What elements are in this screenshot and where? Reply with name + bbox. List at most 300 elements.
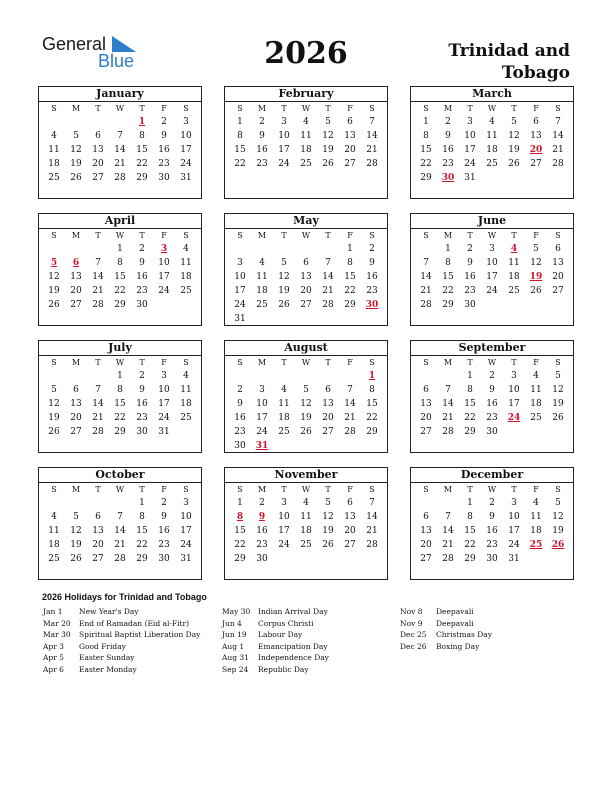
day-cell: 23 — [136, 286, 148, 296]
day-cell: 24 — [508, 540, 520, 550]
day-cell: 18 — [530, 399, 542, 409]
day-grid — [225, 102, 387, 171]
day-cell: 26 — [70, 173, 82, 183]
weekday-label: F — [347, 231, 353, 240]
day-cell: 21 — [92, 286, 104, 296]
day-cell: 23 — [442, 159, 454, 169]
day-cell: 18 — [256, 286, 268, 296]
day-cell: 5 — [303, 385, 309, 395]
holiday-row — [43, 630, 200, 642]
weekday-label: S — [237, 485, 243, 494]
month-name: June — [411, 214, 573, 229]
day-cell: 6 — [303, 258, 309, 268]
day-cell: 30 — [158, 554, 170, 564]
day-cell: 18 — [530, 526, 542, 536]
day-cell: 8 — [117, 258, 123, 268]
weekday-label: T — [95, 104, 101, 113]
weekday-label: S — [555, 231, 561, 240]
holiday-row — [400, 619, 492, 631]
weekday-label: T — [325, 485, 331, 494]
day-cell: 10 — [278, 512, 290, 522]
day-cell: 24 — [234, 300, 246, 310]
day-cell: 27 — [552, 286, 564, 296]
weekday-label: S — [423, 104, 429, 113]
weekday-label: T — [467, 231, 473, 240]
holiday-row — [400, 642, 492, 654]
day-cell: 3 — [281, 498, 287, 508]
holiday-row — [400, 607, 492, 619]
day-grid — [39, 102, 201, 185]
day-cell: 13 — [92, 145, 104, 155]
day-cell: 27 — [344, 159, 356, 169]
weekday-label: F — [533, 485, 539, 494]
weekday-label: W — [115, 104, 125, 113]
day-cell: 27 — [344, 540, 356, 550]
weekday-label: W — [301, 104, 311, 113]
day-cell: 26 — [300, 427, 312, 437]
day-cell: 20 — [300, 286, 312, 296]
day-grid — [39, 483, 201, 566]
day-cell: 3 — [237, 258, 243, 268]
weekday-label: T — [511, 231, 517, 240]
day-cell: 7 — [369, 498, 375, 508]
day-cell: 16 — [256, 145, 268, 155]
weekday-label: W — [301, 485, 311, 494]
day-cell: 22 — [114, 413, 126, 423]
day-cell: 27 — [70, 427, 82, 437]
empty-day-cell — [87, 242, 109, 256]
day-cell: 9 — [369, 258, 375, 268]
day-cell: 21 — [344, 413, 356, 423]
day-cell: 28 — [344, 427, 356, 437]
day-cell: 28 — [420, 300, 432, 310]
holiday-row — [400, 630, 492, 642]
day-cell: 20 — [552, 272, 564, 282]
weekday-label: M — [257, 358, 267, 367]
holiday-day-cell: 19 — [529, 272, 543, 282]
holiday-day-cell: 1 — [138, 117, 146, 127]
day-cell: 27 — [322, 427, 334, 437]
holiday-row — [222, 619, 329, 631]
day-cell: 27 — [420, 427, 432, 437]
day-cell: 11 — [300, 512, 312, 522]
holiday-date: Jun 19 — [222, 630, 247, 639]
day-cell: 23 — [234, 427, 246, 437]
weekday-label: W — [115, 231, 125, 240]
day-cell: 6 — [95, 512, 101, 522]
day-cell: 2 — [161, 117, 167, 127]
day-cell: 19 — [278, 286, 290, 296]
empty-day-cell — [415, 369, 437, 383]
month-name: December — [411, 468, 573, 483]
day-cell: 21 — [114, 159, 126, 169]
holiday-day-cell: 5 — [50, 258, 58, 268]
day-cell: 30 — [486, 427, 498, 437]
day-cell: 17 — [278, 526, 290, 536]
day-cell: 11 — [180, 385, 192, 395]
day-cell: 2 — [369, 244, 375, 254]
holiday-row — [43, 665, 200, 677]
weekday-label: T — [325, 358, 331, 367]
day-cell: 25 — [180, 413, 192, 423]
holiday-date: Dec 25 — [400, 630, 427, 639]
day-cell: 9 — [259, 131, 265, 141]
day-cell: 21 — [442, 413, 454, 423]
day-cell: 11 — [300, 131, 312, 141]
day-cell: 28 — [114, 173, 126, 183]
empty-day-cell — [339, 369, 361, 383]
day-cell: 17 — [158, 272, 170, 282]
day-cell: 23 — [256, 540, 268, 550]
day-cell: 24 — [180, 540, 192, 550]
day-cell: 31 — [508, 554, 520, 564]
day-cell: 2 — [139, 371, 145, 381]
holiday-name: Deepavali — [436, 618, 474, 628]
day-cell: 24 — [158, 286, 170, 296]
day-cell: 20 — [420, 413, 432, 423]
day-cell: 25 — [256, 300, 268, 310]
day-cell: 6 — [423, 512, 429, 522]
day-cell: 13 — [344, 131, 356, 141]
day-grid — [39, 229, 201, 312]
month-december — [410, 467, 574, 580]
holiday-day-cell: 26 — [551, 540, 565, 550]
day-cell: 22 — [114, 286, 126, 296]
day-cell: 29 — [464, 554, 476, 564]
day-cell: 4 — [183, 371, 189, 381]
weekday-label: S — [183, 231, 189, 240]
day-cell: 19 — [552, 526, 564, 536]
weekday-label: T — [511, 104, 517, 113]
day-cell: 7 — [555, 117, 561, 127]
month-june — [410, 213, 574, 326]
holiday-name: Emancipation Day — [258, 641, 328, 651]
weekday-label: T — [281, 104, 287, 113]
day-cell: 20 — [344, 526, 356, 536]
day-cell: 1 — [467, 371, 473, 381]
day-cell: 5 — [325, 498, 331, 508]
day-cell: 5 — [533, 244, 539, 254]
weekday-label: W — [487, 231, 497, 240]
day-cell: 14 — [420, 272, 432, 282]
day-cell: 1 — [423, 117, 429, 127]
day-cell: 8 — [445, 258, 451, 268]
day-cell: 24 — [464, 159, 476, 169]
day-cell: 2 — [489, 498, 495, 508]
weekday-label: W — [115, 358, 125, 367]
month-september — [410, 340, 574, 453]
day-cell: 29 — [442, 300, 454, 310]
day-cell: 4 — [303, 498, 309, 508]
day-cell: 30 — [486, 554, 498, 564]
day-cell: 4 — [533, 498, 539, 508]
day-cell: 28 — [92, 427, 104, 437]
empty-day-cell — [43, 496, 65, 510]
day-cell: 13 — [552, 258, 564, 268]
weekday-label: S — [183, 358, 189, 367]
day-cell: 12 — [508, 131, 520, 141]
weekday-label: T — [95, 358, 101, 367]
day-cell: 16 — [136, 272, 148, 282]
day-cell: 6 — [533, 117, 539, 127]
day-cell: 21 — [322, 286, 334, 296]
month-name: March — [411, 87, 573, 102]
holiday-day-cell: 9 — [258, 512, 266, 522]
weekday-label: M — [443, 104, 453, 113]
day-cell: 23 — [158, 540, 170, 550]
day-cell: 20 — [70, 413, 82, 423]
day-cell: 7 — [95, 385, 101, 395]
holiday-name: Good Friday — [79, 641, 126, 651]
day-cell: 13 — [70, 272, 82, 282]
holiday-row — [222, 665, 329, 677]
day-cell: 22 — [136, 540, 148, 550]
holiday-name: Easter Sunday — [79, 653, 135, 662]
holiday-day-cell: 1 — [368, 371, 376, 381]
day-cell: 2 — [237, 385, 243, 395]
weekday-label: F — [161, 485, 167, 494]
weekday-label: W — [115, 485, 125, 494]
day-cell: 21 — [442, 540, 454, 550]
empty-day-cell — [415, 242, 437, 256]
weekday-label: M — [71, 104, 81, 113]
day-cell: 20 — [322, 413, 334, 423]
day-cell: 2 — [489, 371, 495, 381]
day-cell: 9 — [161, 512, 167, 522]
day-cell: 12 — [300, 399, 312, 409]
day-cell: 16 — [136, 399, 148, 409]
day-cell: 10 — [180, 131, 192, 141]
empty-day-cell — [65, 242, 87, 256]
day-cell: 14 — [366, 512, 378, 522]
logo-word-blue: Blue — [98, 51, 135, 71]
weekday-label: F — [347, 358, 353, 367]
empty-day-cell — [109, 115, 131, 129]
day-cell: 8 — [467, 385, 473, 395]
day-cell: 25 — [508, 286, 520, 296]
weekday-label: T — [511, 358, 517, 367]
weekday-label: T — [139, 485, 145, 494]
day-cell: 9 — [161, 131, 167, 141]
day-cell: 8 — [369, 385, 375, 395]
month-name: July — [39, 341, 201, 356]
day-cell: 29 — [344, 300, 356, 310]
day-cell: 3 — [183, 498, 189, 508]
day-cell: 6 — [95, 131, 101, 141]
day-cell: 10 — [234, 272, 246, 282]
weekday-label: S — [369, 104, 375, 113]
holiday-column — [400, 607, 492, 653]
weekday-label: S — [237, 231, 243, 240]
weekday-label: S — [237, 104, 243, 113]
month-march — [410, 86, 574, 199]
weekday-label: S — [369, 231, 375, 240]
empty-day-cell — [43, 115, 65, 129]
day-cell: 16 — [464, 272, 476, 282]
day-cell: 15 — [464, 399, 476, 409]
day-cell: 25 — [300, 540, 312, 550]
day-cell: 25 — [300, 159, 312, 169]
day-cell: 2 — [139, 244, 145, 254]
day-cell: 30 — [158, 173, 170, 183]
day-cell: 6 — [73, 385, 79, 395]
day-cell: 16 — [442, 145, 454, 155]
day-cell: 8 — [237, 131, 243, 141]
day-cell: 3 — [467, 117, 473, 127]
empty-day-cell — [65, 369, 87, 383]
day-cell: 28 — [442, 427, 454, 437]
day-cell: 14 — [114, 145, 126, 155]
day-cell: 15 — [344, 272, 356, 282]
day-cell: 5 — [51, 385, 57, 395]
day-cell: 4 — [533, 371, 539, 381]
day-cell: 26 — [278, 300, 290, 310]
day-cell: 2 — [161, 498, 167, 508]
day-cell: 22 — [464, 413, 476, 423]
day-cell: 8 — [423, 131, 429, 141]
holiday-date: Apr 6 — [43, 664, 64, 674]
day-cell: 15 — [234, 145, 246, 155]
holiday-day-cell: 8 — [236, 512, 244, 522]
weekday-label: M — [71, 485, 81, 494]
day-cell: 4 — [183, 244, 189, 254]
holiday-name: End of Ramadan (Eid al-Fitr) — [79, 618, 190, 628]
day-cell: 21 — [92, 413, 104, 423]
holiday-day-cell: 3 — [160, 244, 168, 254]
day-cell: 7 — [325, 258, 331, 268]
day-cell: 19 — [48, 286, 60, 296]
day-cell: 1 — [445, 244, 451, 254]
day-cell: 1 — [139, 498, 145, 508]
day-cell: 4 — [281, 385, 287, 395]
day-cell: 10 — [464, 131, 476, 141]
holiday-row — [222, 607, 329, 619]
day-cell: 6 — [347, 117, 353, 127]
day-cell: 10 — [256, 399, 268, 409]
day-cell: 16 — [256, 526, 268, 536]
day-cell: 15 — [366, 399, 378, 409]
day-cell: 17 — [278, 145, 290, 155]
day-cell: 24 — [256, 427, 268, 437]
empty-day-cell — [273, 242, 295, 256]
weekday-label: W — [301, 358, 311, 367]
month-name: October — [39, 468, 201, 483]
day-cell: 18 — [508, 272, 520, 282]
month-name: February — [225, 87, 387, 102]
day-cell: 15 — [136, 526, 148, 536]
day-cell: 18 — [486, 145, 498, 155]
day-cell: 7 — [95, 258, 101, 268]
day-cell: 14 — [442, 526, 454, 536]
day-cell: 17 — [180, 145, 192, 155]
day-cell: 28 — [442, 554, 454, 564]
empty-day-cell — [43, 369, 65, 383]
day-cell: 3 — [511, 498, 517, 508]
day-cell: 7 — [445, 385, 451, 395]
day-cell: 19 — [48, 413, 60, 423]
holiday-name: Independence Day — [258, 653, 329, 662]
day-cell: 21 — [366, 526, 378, 536]
day-cell: 14 — [552, 131, 564, 141]
day-grid — [411, 229, 573, 312]
day-grid — [225, 229, 387, 326]
day-cell: 11 — [48, 526, 60, 536]
day-cell: 5 — [73, 512, 79, 522]
holiday-date: Jun 4 — [222, 618, 242, 628]
empty-day-cell — [87, 115, 109, 129]
day-cell: 18 — [48, 540, 60, 550]
day-cell: 26 — [322, 159, 334, 169]
day-cell: 18 — [180, 399, 192, 409]
day-cell: 9 — [489, 512, 495, 522]
day-cell: 26 — [70, 554, 82, 564]
holiday-day-cell: 25 — [529, 540, 543, 550]
day-cell: 13 — [92, 526, 104, 536]
day-cell: 27 — [530, 159, 542, 169]
day-cell: 25 — [48, 554, 60, 564]
day-cell: 1 — [237, 117, 243, 127]
empty-day-cell — [295, 369, 317, 383]
holiday-date: Mar 30 — [43, 630, 71, 639]
day-cell: 20 — [344, 145, 356, 155]
day-cell: 19 — [552, 399, 564, 409]
day-cell: 30 — [464, 300, 476, 310]
day-grid — [411, 102, 573, 185]
day-cell: 22 — [136, 159, 148, 169]
month-name: September — [411, 341, 573, 356]
day-cell: 22 — [234, 540, 246, 550]
day-cell: 15 — [464, 526, 476, 536]
holiday-date: Nov 9 — [400, 618, 423, 628]
day-cell: 29 — [114, 300, 126, 310]
weekday-label: T — [281, 485, 287, 494]
holiday-date: Aug 31 — [222, 653, 249, 662]
holiday-date: Aug 1 — [222, 641, 245, 651]
day-cell: 1 — [117, 371, 123, 381]
day-cell: 16 — [486, 526, 498, 536]
day-cell: 28 — [366, 540, 378, 550]
month-july — [38, 340, 202, 453]
holiday-name: Republic Day — [258, 664, 309, 674]
month-may — [224, 213, 388, 326]
day-cell: 29 — [420, 173, 432, 183]
weekday-label: S — [51, 485, 57, 494]
day-cell: 29 — [464, 427, 476, 437]
brand-logo — [42, 34, 152, 74]
month-name: May — [225, 214, 387, 229]
day-cell: 7 — [117, 131, 123, 141]
day-cell: 18 — [48, 159, 60, 169]
day-cell: 2 — [259, 498, 265, 508]
day-cell: 28 — [114, 554, 126, 564]
day-cell: 18 — [300, 145, 312, 155]
day-cell: 7 — [117, 512, 123, 522]
weekday-label: M — [443, 358, 453, 367]
holiday-name: Labour Day — [258, 630, 303, 639]
empty-day-cell — [251, 242, 273, 256]
month-name: April — [39, 214, 201, 229]
day-cell: 23 — [464, 286, 476, 296]
weekday-label: F — [533, 104, 539, 113]
day-cell: 17 — [464, 145, 476, 155]
weekday-label: T — [511, 485, 517, 494]
day-cell: 15 — [114, 399, 126, 409]
day-cell: 23 — [366, 286, 378, 296]
day-cell: 1 — [117, 244, 123, 254]
day-cell: 26 — [552, 413, 564, 423]
day-cell: 18 — [180, 272, 192, 282]
weekday-label: S — [183, 485, 189, 494]
